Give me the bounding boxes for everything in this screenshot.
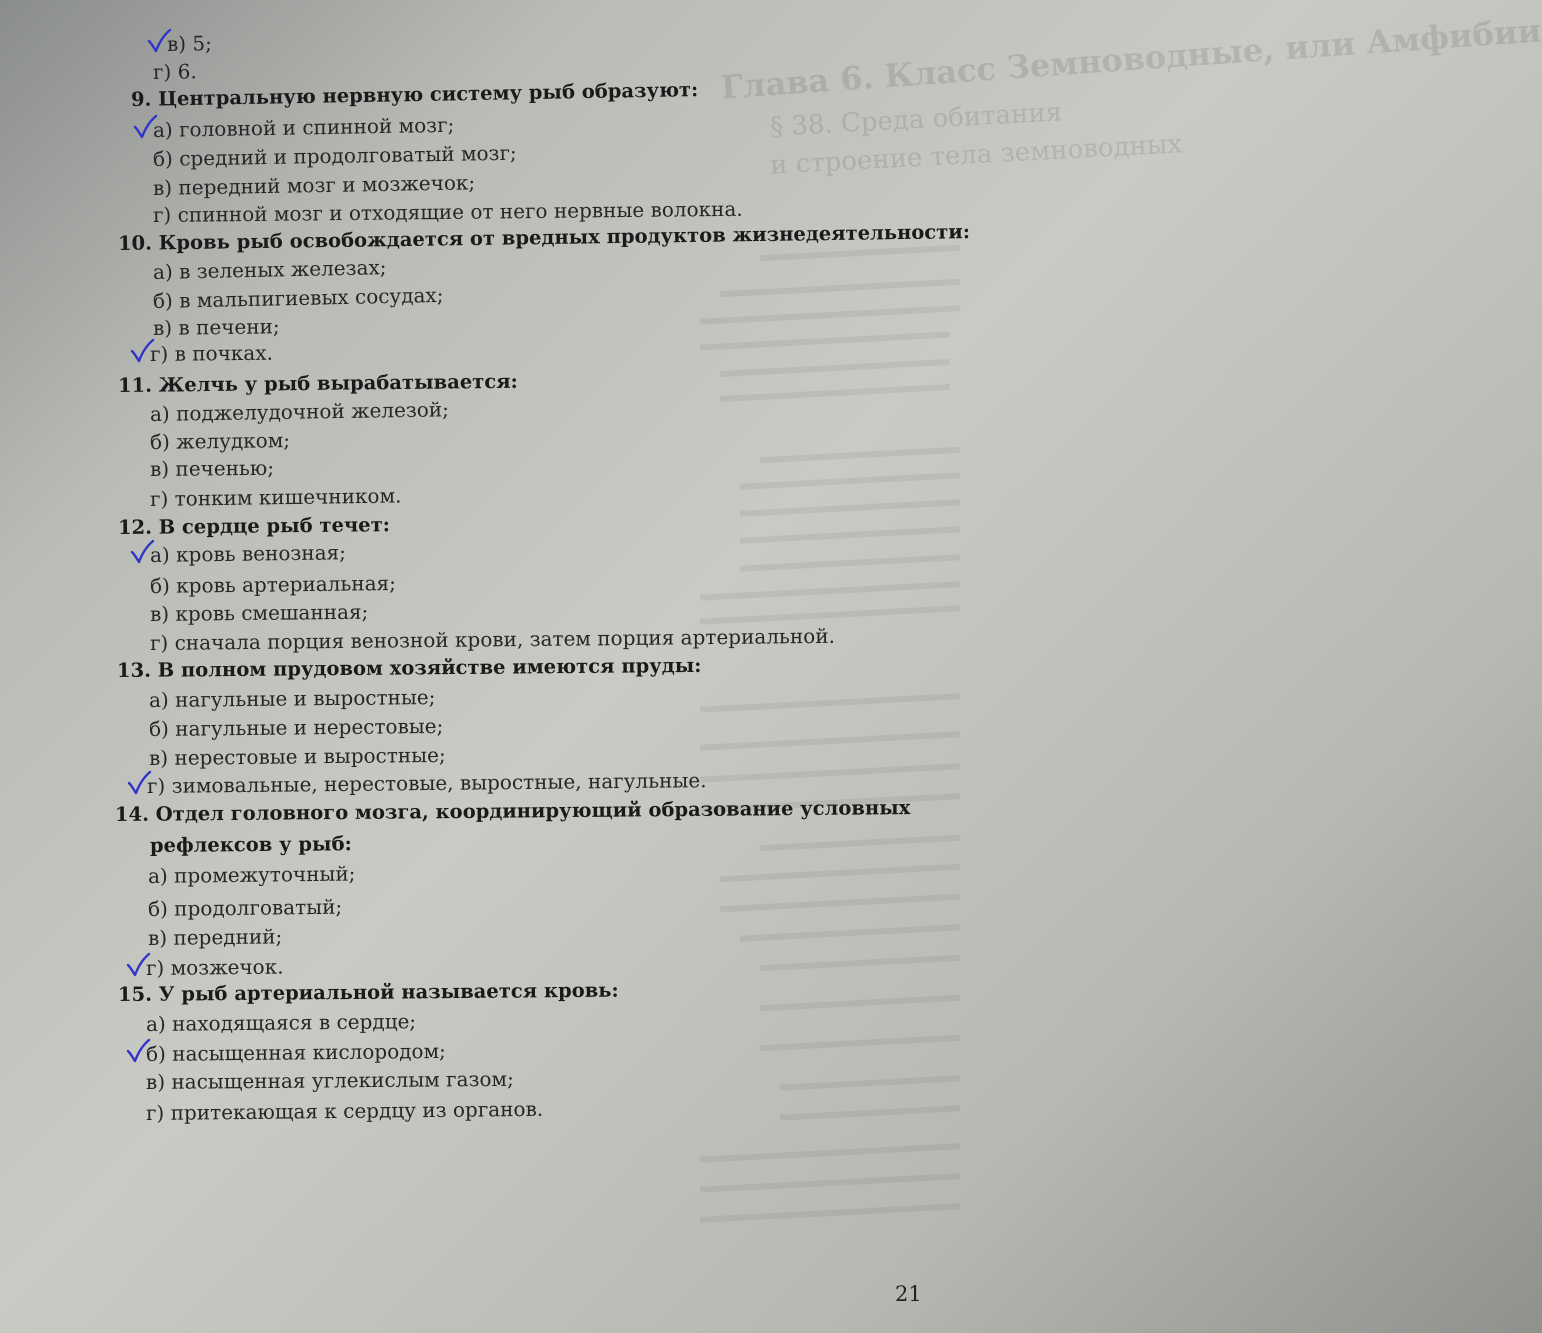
show-through-line (760, 835, 960, 851)
answer-option: в) передний; (147, 924, 283, 950)
show-through-subheading: § 38. Среда обитания (769, 97, 1063, 143)
answer-option: г) в почках. (149, 340, 274, 366)
checkmark-icon (130, 540, 154, 564)
show-through-line (740, 554, 960, 572)
show-through-line (700, 1173, 960, 1193)
question-text: 10. Кровь рыб освобождается от вредных продуктов жизнедеятельности: (117, 220, 971, 255)
show-through-line (700, 581, 960, 601)
answer-option: б) в мальпигиевых сосудах; (152, 282, 444, 313)
show-through-subheading-2: и строение тела земноводных (769, 129, 1183, 181)
show-through-line (700, 731, 960, 751)
answer-option: а) головной и спинной мозг; (152, 112, 455, 142)
answer-option: г) 6. (152, 59, 197, 84)
show-through-line (720, 279, 960, 298)
show-through-line (700, 763, 960, 783)
answer-option: б) насыщенная кислородом; (145, 1038, 446, 1066)
question-text: рефлексов у рыб: (149, 832, 352, 857)
answer-option: г) зимовальные, нерестовые, выростные, нагульные. (146, 768, 707, 798)
answer-option: а) в зеленых железах; (152, 255, 387, 284)
show-through-line (760, 1035, 960, 1051)
show-through-heading: Глава 6. Класс Земноводные, или Амфибии (719, 11, 1542, 107)
show-through-line (720, 359, 950, 377)
answer-option: в) 5; (166, 31, 213, 56)
show-through-line (740, 526, 960, 544)
checkmark-icon (133, 115, 157, 139)
answer-option: г) притекающая к сердцу из органов. (145, 1096, 544, 1125)
show-through-line (740, 924, 960, 942)
show-through-line (700, 693, 960, 713)
checkmark-icon (126, 1039, 150, 1063)
answer-option: б) нагульные и нерестовые; (148, 713, 444, 741)
answer-option: г) мозжечок. (145, 954, 284, 980)
answer-option: г) спинной мозг и отходящие от него нервные волокна. (152, 196, 743, 227)
answer-option: б) желудком; (149, 428, 291, 454)
answer-option: б) средний и продолговатый мозг; (152, 140, 517, 171)
checkmark-icon (126, 953, 150, 977)
answer-option: г) тонким кишечником. (149, 483, 402, 511)
question-text: 14. Отдел головного мозга, координирующий образование условных (114, 796, 911, 826)
answer-option: а) находящаяся в сердце; (145, 1009, 417, 1036)
show-through-line (780, 1075, 960, 1090)
show-through-line (760, 955, 960, 971)
answer-option: в) печенью; (149, 455, 275, 481)
answer-option: в) насыщенная углекислым газом; (145, 1066, 514, 1094)
question-text: 12. В сердце рыб течет: (117, 513, 391, 539)
answer-option: г) сначала порция венозной крови, затем порция артериальной. (149, 623, 836, 655)
show-through-line (780, 1105, 960, 1120)
answer-option: в) нерестовые и выростные; (148, 742, 446, 770)
show-through-line (700, 331, 950, 350)
answer-option: б) продолговатый; (147, 894, 343, 921)
show-through-line (700, 1143, 960, 1163)
question-text: 15. У рыб артериальной называется кровь: (117, 978, 619, 1006)
show-through-line (740, 472, 960, 490)
answer-option: б) кровь артериальная; (149, 570, 397, 598)
show-through-line (720, 864, 960, 883)
show-through-line (720, 894, 960, 913)
question-text: 11. Желчь у рыб вырабатывается: (117, 369, 518, 397)
checkmark-icon (147, 29, 171, 53)
page-number: 21 (895, 1282, 922, 1306)
checkmark-icon (127, 771, 151, 795)
question-text: 9. Центральную нервную систему рыб образуют: (130, 78, 699, 111)
question-text: 13. В полном прудовом хозяйстве имеются пруды: (116, 653, 702, 682)
show-through-line (760, 995, 960, 1011)
answer-option: а) поджелудочной железой; (149, 397, 450, 426)
answer-option: а) кровь венозная; (149, 540, 347, 567)
show-through-line (700, 305, 960, 325)
answer-option: в) передний мозг и мозжечок; (152, 170, 476, 200)
answer-option: в) кровь смешанная; (149, 599, 369, 626)
answer-option: в) в печени; (152, 314, 280, 340)
show-through-line (740, 499, 960, 517)
checkmark-icon (130, 339, 154, 363)
show-through-line (760, 447, 960, 463)
answer-option: а) промежуточный; (147, 861, 356, 888)
answer-option: а) нагульные и выростные; (148, 685, 436, 712)
show-through-line (720, 384, 950, 402)
show-through-line (700, 1203, 960, 1223)
